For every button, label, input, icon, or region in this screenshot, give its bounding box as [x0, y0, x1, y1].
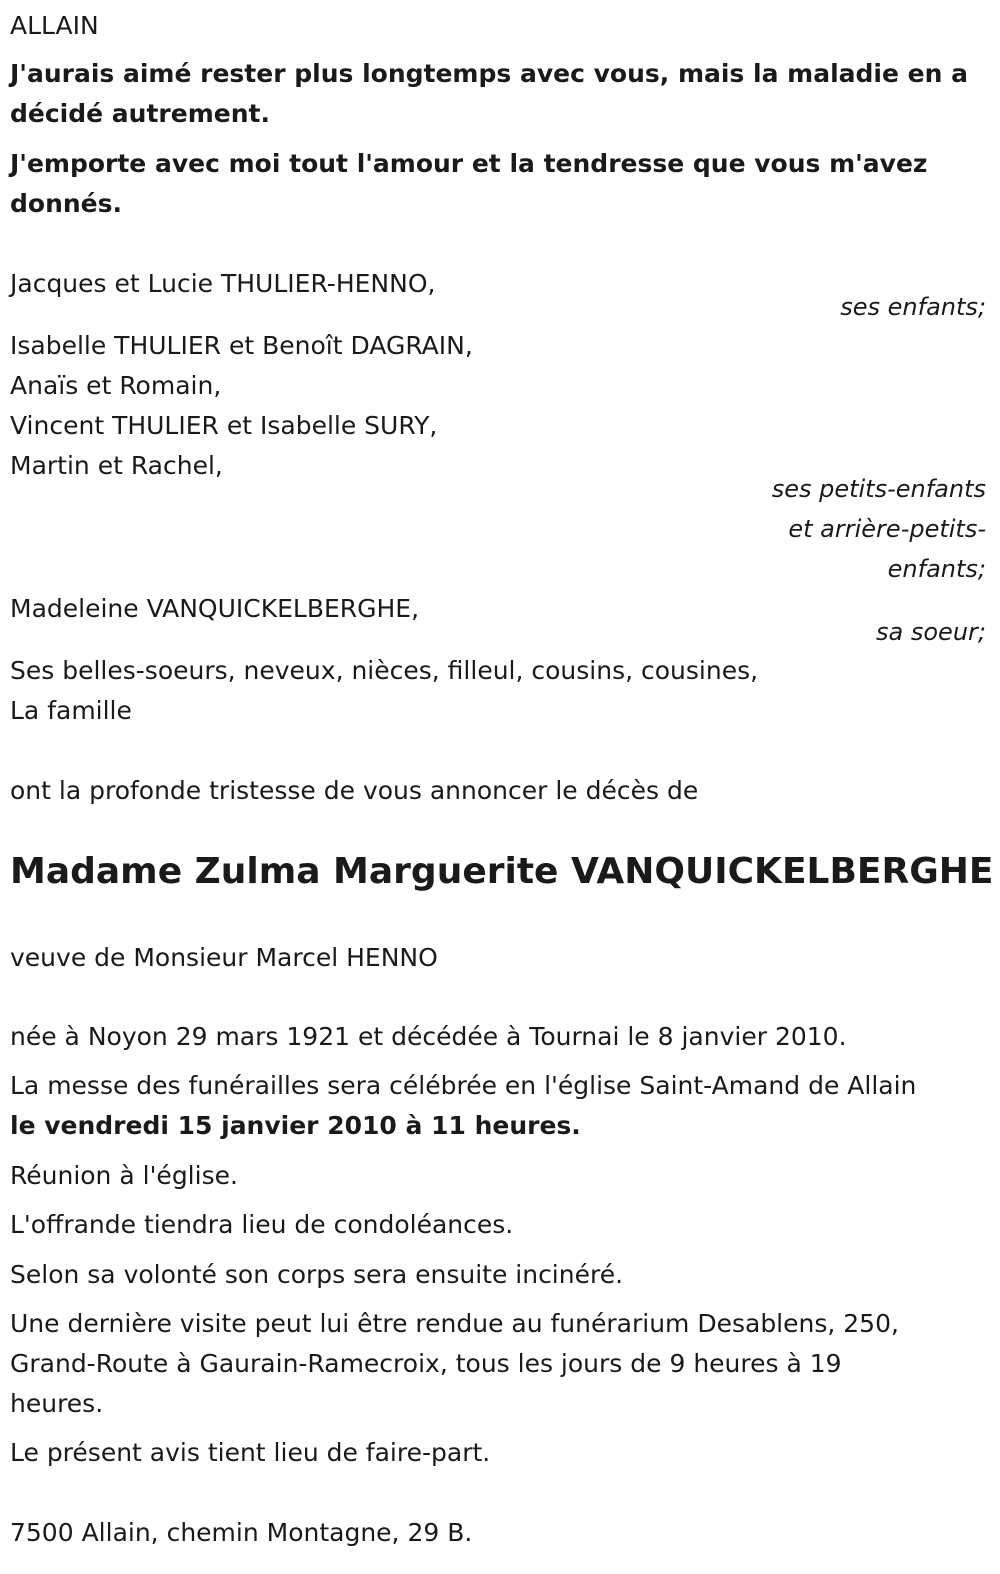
- children-names: Jacques et Lucie THULIER-HENNO,: [10, 269, 436, 298]
- grandchildren-role-2: et arrière-petits-: [788, 515, 986, 543]
- quote-line-4: donnés.: [10, 189, 122, 218]
- place-heading: ALLAIN: [10, 11, 99, 40]
- offering-line: L'offrande tiendra lieu de condoléances.: [10, 1210, 514, 1239]
- grandchild-line-4: Martin et Rachel,: [10, 451, 223, 480]
- extended-family-line-2: La famille: [10, 696, 132, 725]
- birth-death-line: née à Noyon 29 mars 1921 et décédée à Tournai le 8 janvier 2010.: [10, 1022, 847, 1051]
- visit-line-2: Grand-Route à Gaurain-Ramecroix, tous les jours de 9 heures à 19: [10, 1349, 842, 1378]
- meeting-line: Réunion à l'église.: [10, 1161, 238, 1190]
- grandchild-line-2: Anaïs et Romain,: [10, 371, 222, 400]
- grandchildren-role-1: ses petits-enfants: [771, 475, 986, 503]
- announcement-intro: ont la profonde tristesse de vous annoncer le décès de: [10, 776, 699, 805]
- address-line: 7500 Allain, chemin Montagne, 29 B.: [10, 1518, 473, 1547]
- children-role: ses enfants;: [840, 293, 986, 321]
- grandchild-line-1: Isabelle THULIER et Benoît DAGRAIN,: [10, 331, 473, 360]
- quote-line-3: J'emporte avec moi tout l'amour et la tendresse que vous m'avez: [10, 149, 928, 178]
- mass-date-line: le vendredi 15 janvier 2010 à 11 heures.: [10, 1111, 581, 1140]
- grandchild-line-3: Vincent THULIER et Isabelle SURY,: [10, 411, 438, 440]
- notice-line: Le présent avis tient lieu de faire-part.: [10, 1438, 491, 1467]
- grandchildren-role-3: enfants;: [887, 555, 986, 583]
- visit-line-3: heures.: [10, 1389, 104, 1418]
- quote-line-2: décidé autrement.: [10, 99, 270, 128]
- quote-line-1: J'aurais aimé rester plus longtemps avec vous, mais la maladie en a: [10, 59, 968, 88]
- visit-line-1: Une dernière visite peut lui être rendue au funérarium Desablens, 250,: [10, 1309, 899, 1338]
- deceased-name: Madame Zulma Marguerite VANQUICKELBERGHE: [10, 851, 994, 892]
- cremation-line: Selon sa volonté son corps sera ensuite incinéré.: [10, 1260, 624, 1289]
- widow-of: veuve de Monsieur Marcel HENNO: [10, 943, 438, 972]
- extended-family-line-1: Ses belles-soeurs, neveux, nièces, filleul, cousins, cousines,: [10, 656, 759, 685]
- sister-role: sa soeur;: [876, 618, 986, 646]
- mass-line: La messe des funérailles sera célébrée en l'église Saint-Amand de Allain: [10, 1071, 917, 1100]
- sister-name: Madeleine VANQUICKELBERGHE,: [10, 594, 420, 623]
